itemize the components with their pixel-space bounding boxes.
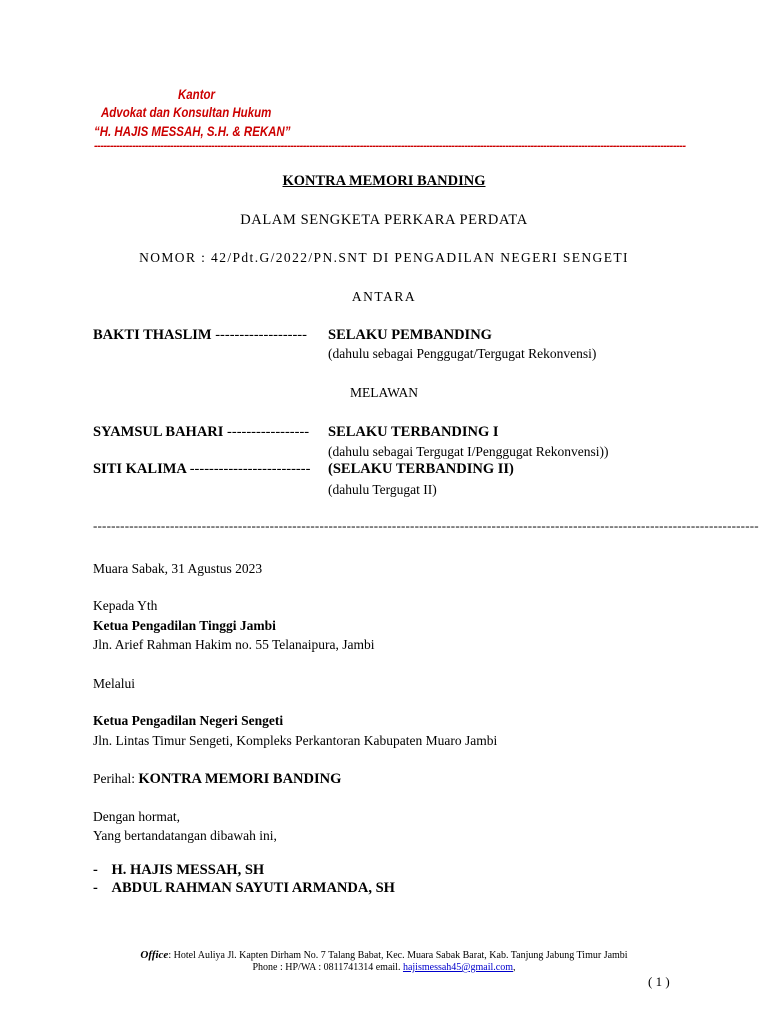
footer-email-link[interactable]: hajismessah45@gmail.com — [402, 962, 513, 973]
intro-text: Yang bertandatangan dibawah ini, — [93, 828, 277, 843]
document-title: KONTRA MEMORI BANDING — [282, 173, 486, 189]
party-pembanding-name — [93, 327, 307, 344]
case-number: NOMOR : 42/Pdt.G/2022/PN.SNT DI PENGADILAN NEGERI SENGETI — [139, 250, 629, 265]
footer-phone: Phone : HP/WA : 0811741314 email. — [252, 962, 403, 973]
signer-name: ABDUL RAHMAN SAYUTI ARMANDA, SH — [111, 880, 395, 896]
party-name-text: SITI KALIMA — [93, 461, 187, 477]
party-dashes: ------------------------- — [189, 461, 311, 477]
letterhead-firm-name: “H. HAJIS MESSAH, S.H. & REKAN” — [94, 123, 291, 139]
footer-office-label: Office — [140, 949, 169, 961]
list-bullet: - — [93, 862, 98, 878]
date-place: Muara Sabak, 31 Agustus 2023 — [93, 561, 263, 576]
page-number: ( 1 ) — [648, 974, 670, 989]
perihal-value: KONTRA MEMORI BANDING — [138, 771, 342, 787]
party-terbanding2-note: (dahulu Tergugat II) — [328, 482, 437, 497]
letterhead-firm-type: Advokat dan Konsultan Hukum — [101, 104, 272, 120]
antara-label: ANTARA — [351, 289, 417, 304]
via-name: Ketua Pengadilan Negeri Sengeti — [93, 713, 284, 728]
letterhead-separator: ------------------------------------------------------------------------------------------------------------------------------------------------------------------------------------------- — [94, 140, 686, 152]
signer-item — [93, 862, 264, 879]
melawan-label: MELAWAN — [350, 385, 418, 400]
party-terbanding1-role: SELAKU TERBANDING I — [328, 424, 499, 440]
party-dashes: ------------------- — [215, 327, 307, 343]
footer-office-address: : Hotel Auliya Jl. Kapten Dirham No. 7 Talang Babat, Kec. Muara Sabak Barat, Kab. Tanjung Jabung Timur Jambi — [168, 950, 628, 961]
footer-office — [0, 949, 768, 961]
footer-trailing: , — [513, 962, 516, 973]
party-name-text: BAKTI THASLIM — [93, 327, 212, 343]
document-subtitle: DALAM SENGKETA PERKARA PERDATA — [240, 212, 528, 228]
letterhead-office: Kantor — [178, 86, 216, 102]
section-separator: --------------------------------------------------------------------------------------------------------------------------------------------------- — [93, 518, 759, 533]
party-terbanding1-name — [93, 424, 309, 441]
signer-name: H. HAJIS MESSAH, SH — [111, 862, 265, 878]
via-label: Melalui — [93, 676, 135, 691]
perihal-label: Perihal: — [93, 771, 139, 786]
via-address: Jln. Lintas Timur Sengeti, Kompleks Perkantoran Kabupaten Muaro Jambi — [93, 733, 498, 748]
greeting: Dengan hormat, — [93, 809, 180, 824]
perihal — [93, 771, 341, 788]
party-dashes: ----------------- — [227, 424, 310, 440]
recipient-name: Ketua Pengadilan Tinggi Jambi — [93, 618, 276, 633]
party-pembanding-note: (dahulu sebagai Penggugat/Tergugat Rekonvensi) — [328, 346, 597, 361]
recipient-address: Jln. Arief Rahman Hakim no. 55 Telanaipura, Jambi — [93, 637, 375, 652]
recipient-salutation: Kepada Yth — [93, 598, 158, 613]
party-name-text: SYAMSUL BAHARI — [93, 424, 224, 440]
party-terbanding1-note: (dahulu sebagai Tergugat I/Penggugat Rekonvensi)) — [328, 444, 609, 459]
footer-contact — [0, 962, 768, 973]
list-bullet: - — [93, 880, 98, 896]
party-terbanding2-name — [93, 461, 310, 478]
party-pembanding-role: SELAKU PEMBANDING — [328, 327, 492, 343]
signer-item — [93, 880, 395, 897]
party-terbanding2-role: (SELAKU TERBANDING II) — [328, 461, 514, 477]
